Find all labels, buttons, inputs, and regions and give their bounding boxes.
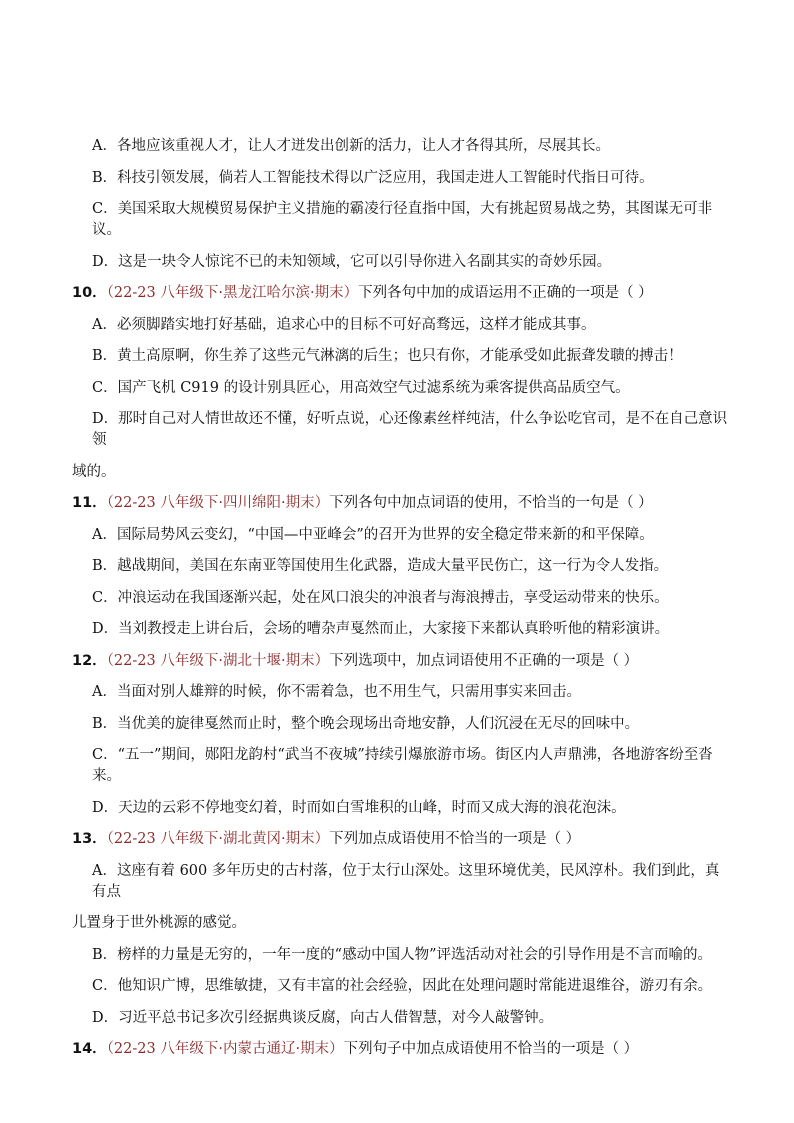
q14-stem-line (72, 1039, 732, 1060)
q10-option-d: D．那时自己对人情世故还不懂，好听点说，心还像素丝样纯洁，什么争讼吃官司，是不在自己意识领 (92, 411, 728, 448)
q10-option-c: C．国产飞机 C919 的设计别具匠心，用高效空气过滤系统为乘客提供高品质空气。 (92, 379, 630, 396)
q12-option-d: D．天边的云彩不停地变幻着，时而如白雪堆积的山峰，时而又成大海的浪花泡沫。 (92, 799, 626, 816)
q11-stem: 下列各句中加点词语的使用，不恰当的一句是（ ） (329, 495, 653, 511)
q12-option-a: A．当面对别人雄辩的时候，你不需着急，也不用生气，只需用事实来回击。 (92, 684, 581, 700)
q10-number: 10． (72, 285, 107, 301)
q11-option-c: C．冲浪运动在我国逐渐兴起，处在风口浪尖的冲浪者与海浪搏击，享受运动带来的快乐。 (92, 589, 669, 606)
q13-option-c: C．他知识广博，思维敏捷，又有丰富的社会经验，因此在处理问题时常能进退维谷，游刃有余。 (92, 978, 713, 994)
q10-option-d-continuation: 域的。 (72, 463, 116, 480)
q14-number: 14． (72, 1041, 107, 1057)
q12-stem: 下列选项中，加点词语使用不正确的一项是（ ） (329, 652, 639, 669)
q9-option-b: B．科技引领发展，倘若人工智能技术得以广泛应用，我国走进人工智能时代指日可待。 (92, 169, 654, 186)
q9-option-d: D．这是一块令人惊诧不已的未知领域，它可以引导你进入名副其实的奇妙乐园。 (92, 253, 612, 270)
q13-option-a: A．这座有着 600 多年历史的古村落，位于太行山深处。这里环境优美，民风淳朴。我们到此，真有点 (92, 862, 720, 900)
q11-number: 11． (72, 495, 107, 511)
q13-option-b: B．榜样的力量是无穷的，一年一度的“感动中国人物”评选活动对社会的引导作用是不言而喻的。 (92, 946, 712, 963)
q14-source: （22-23 八年级下·内蒙古通辽·期末） (106, 1041, 344, 1057)
q14-stem: 下列句子中加点成语使用不恰当的一项是（ ） (343, 1041, 639, 1057)
q12-stem-line (72, 651, 732, 672)
q12-option-b: B．当优美的旋律戛然而止时，整个晚会现场出奇地安静，人们沉浸在无尽的回味中。 (92, 715, 640, 732)
q11-option-d: D．当刘教授走上讲台后，会场的嘈杂声戛然而止，大家接下来都认真聆听他的精彩演讲。 (92, 621, 670, 637)
q13-option-d: D．习近平总书记多次引经据典谈反腐，向古人借智慧，对今人敲警钟。 (92, 1009, 554, 1026)
q12-source: （22-23 八年级下·湖北十堰·期末） (106, 652, 330, 669)
q10-stem-line (72, 283, 732, 304)
q13-source: （22-23 八年级下·湖北黄冈·期末） (106, 831, 330, 847)
q13-stem: 下列加点成语使用不恰当的一项是（ ） (329, 831, 581, 847)
q11-option-a: A．国际局势风云变幻，“中国—中亚峰会”的召开为世界的安全稳定带来新的和平保障。 (92, 526, 654, 543)
question-list (72, 136, 732, 1071)
q10-option-a: A．必须脚踏实地打好基础，追求心中的目标不可好高骛远，这样才能成其事。 (92, 316, 596, 333)
q11-option-b: B．越战期间，美国在东南亚等国使用生化武器，造成大量平民伤亡，这一行为令人发指。 (92, 558, 669, 574)
q10-stem: 下列各句中加的成语运用不正确的一项是（ ） (358, 285, 653, 301)
q9-option-c: C．美国采取大规模贸易保护主义措施的霸凌行径直指中国，大有挑起贸易战之势，其图谋无可非议。 (92, 201, 713, 238)
q10-option-b: B．黄土高原啊，你生养了这些元气淋漓的后生；也只有你，才能承受如此振聋发聩的搏击！ (92, 348, 683, 364)
q9-option-a: A．各地应该重视人才，让人才迸发出创新的活力，让人才各得其所，尽展其长。 (92, 138, 610, 154)
q12-number: 12． (72, 652, 107, 669)
q10-source: （22-23 八年级下·黑龙江哈尔滨·期末） (106, 285, 359, 301)
q12-option-c: C．“五一”期间，郧阳龙韵村“武当不夜城”持续引爆旅游市场。街区内人声鼎沸，各地游客纷至沓来。 (92, 747, 713, 784)
q13-stem-line (72, 829, 732, 850)
q11-stem-line (72, 493, 732, 514)
q13-option-a-continuation: 儿置身于世外桃源的感觉。 (72, 915, 246, 931)
q11-source: （22-23 八年级下·四川绵阳·期末） (106, 495, 330, 511)
q13-number: 13． (72, 831, 107, 847)
